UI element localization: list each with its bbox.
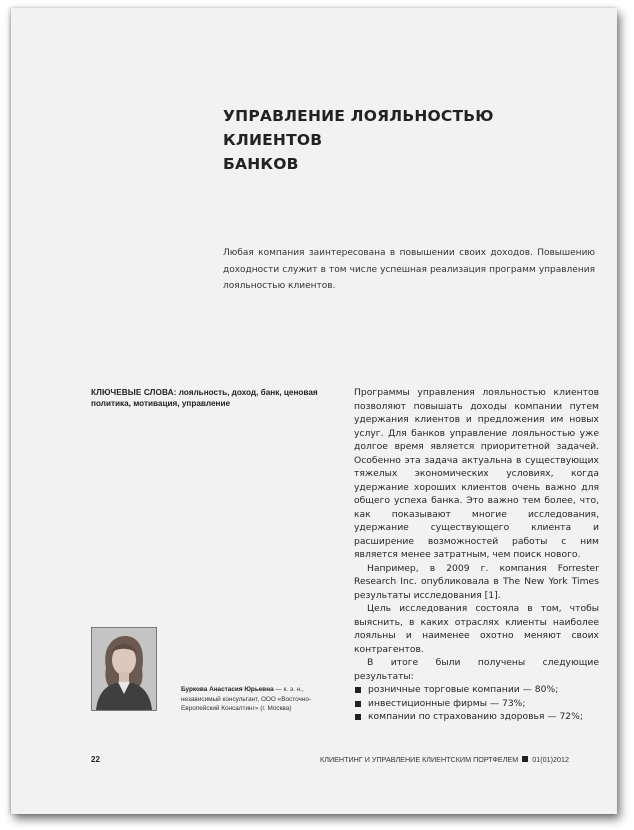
journal-name: КЛИЕНТИНГ И УПРАВЛЕНИЕ КЛИЕНТСКИМ ПОРТФЕЛЕМ — [320, 755, 519, 764]
list-item — [354, 710, 599, 724]
article-title-line-2: БАНКОВ — [223, 155, 299, 173]
list-item — [354, 697, 599, 711]
list-item-text: компании по страхованию здоровья — 72%; — [368, 711, 583, 722]
body-paragraph: Цель исследования состояла в том, чтобы выяснить, в каких отраслях клиенты наиболее лояльны и наименее охотно меняют своих контрагентов. — [354, 603, 599, 655]
body-paragraph: В итоге были получены следующие результаты: — [354, 657, 599, 682]
keywords-text: лояльность, доход, банк, ценовая политика, мотивация, управление — [91, 388, 318, 408]
list-item — [354, 683, 599, 697]
square-bullet-icon — [355, 701, 361, 707]
article-title — [223, 104, 583, 176]
running-footer — [320, 755, 569, 764]
square-bullet-icon — [355, 714, 361, 720]
square-bullet-icon — [355, 687, 361, 693]
author-caption — [181, 685, 341, 714]
author-bio: — к. э. н., независимый консультант, ООО «Восточно-Европейский Консалтинг» (г. Москва) — [181, 686, 312, 712]
journal-page — [11, 8, 617, 814]
list-item-text: инвестиционные фирмы — 73%; — [368, 697, 526, 709]
keywords — [91, 387, 341, 409]
keywords-label: КЛЮЧЕВЫЕ СЛОВА: — [91, 388, 177, 397]
body-paragraph: Программы управления лояльностью клиентов позволяют повышать доходы компании путем удержания клиентов и предложения им новых услуг. Для банков управление лояльностью уже долгое время является приоритетной задачей. Особенно эта задача актуальна в существующих тяжелых экономических условиях, когда удержание хороших клиентов очень важно для общего успеха банка. Это важно тем более, что, как показывают многие исследования, удержание существующего клиента и расширение возможностей работы с ним является менее затратным, чем поиск нового. — [354, 387, 599, 560]
author-portrait-icon — [92, 628, 156, 710]
results-list — [354, 683, 599, 724]
issue-number: 01(01)2012 — [532, 755, 569, 764]
body-paragraph: Например, в 2009 г. компания Forrester Research Inc. опубликовала в The New York Times результаты исследования [1]. — [354, 562, 599, 601]
article-body — [354, 386, 599, 724]
article-lead: Любая компания заинтересована в повышении своих доходов. Повышению доходности служит в том числе успешная реализация программ управления лояльностью клиентов. — [223, 248, 595, 291]
article-title-line-1: УПРАВЛЕНИЕ ЛОЯЛЬНОСТЬЮ КЛИЕНТОВ — [223, 107, 494, 149]
page-number: 22 — [91, 755, 100, 764]
list-item-text: розничные торговые компании — 80%; — [368, 684, 559, 695]
square-separator-icon — [522, 756, 528, 762]
author-name: Буркова Анастасия Юрьевна — [181, 686, 274, 693]
author-photo — [91, 627, 157, 711]
